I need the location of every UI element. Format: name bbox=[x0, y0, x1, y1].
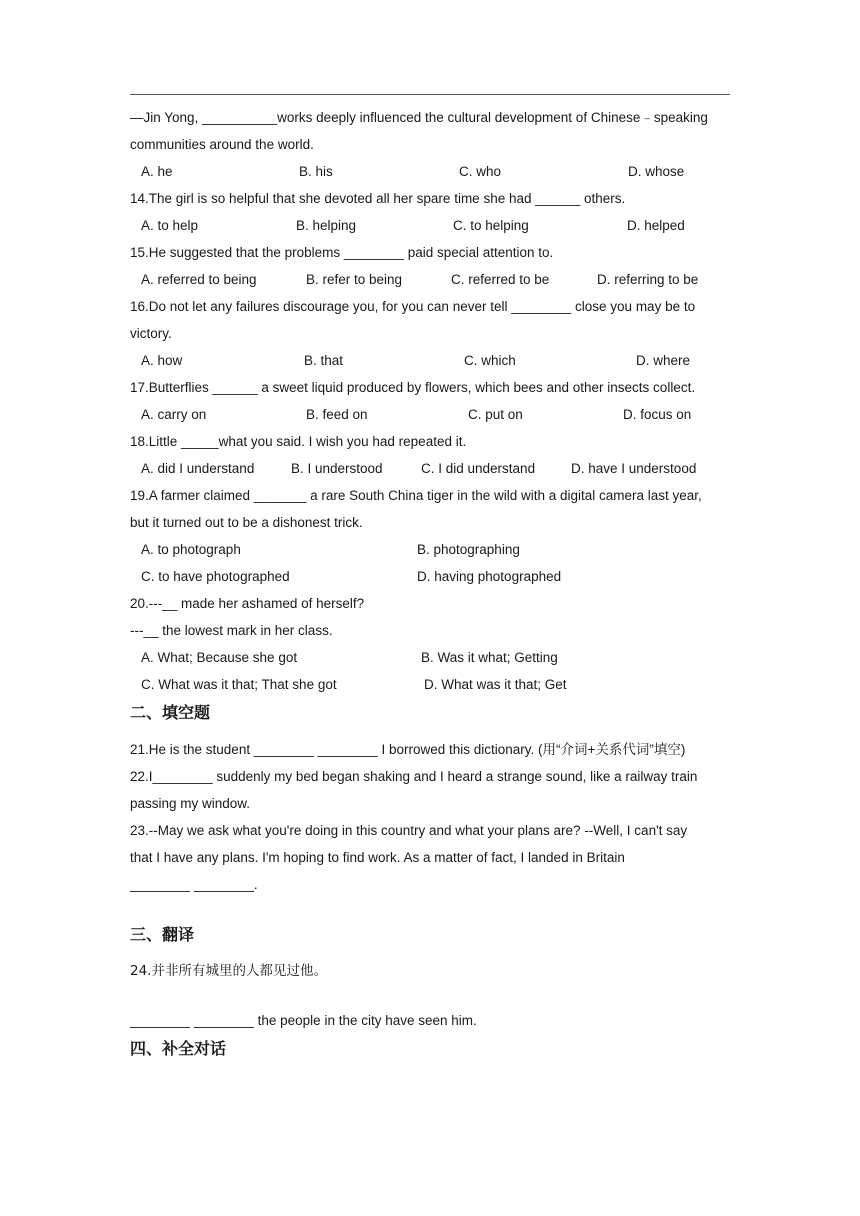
q24-stem: 24.并非所有城里的人都见过他。 bbox=[130, 963, 327, 979]
q14-option-a[interactable]: A. to help bbox=[141, 218, 199, 233]
q14-option-b[interactable]: B. helping bbox=[296, 218, 357, 233]
q19-options-row-1 bbox=[130, 536, 730, 563]
q20-option-d[interactable]: D. What was it that; Get bbox=[424, 677, 567, 692]
q18-option-c[interactable]: C. I did understand bbox=[421, 461, 536, 476]
q18-option-a[interactable]: A. did I understand bbox=[141, 461, 255, 476]
q18-option-d[interactable]: D. have I understood bbox=[571, 461, 697, 476]
q19-stem-line-1: 19.A farmer claimed _______ a rare South China tiger in the wild with a digital camera last year, bbox=[130, 488, 702, 503]
q22-stem-line-1: 22.I________ suddenly my bed began shaking and I heard a strange sound, like a railway train bbox=[130, 769, 698, 784]
q13-options bbox=[130, 158, 730, 185]
q19-option-d[interactable]: D. having photographed bbox=[417, 569, 562, 584]
q20-options-row-2 bbox=[130, 671, 730, 698]
q13-option-b[interactable]: B. his bbox=[299, 164, 333, 179]
spacer bbox=[130, 985, 730, 1007]
q17-option-c[interactable]: C. put on bbox=[468, 407, 523, 422]
q15-option-d[interactable]: D. referring to be bbox=[597, 272, 699, 287]
q20-option-b[interactable]: B. Was it what; Getting bbox=[421, 650, 558, 665]
q14-option-c[interactable]: C. to helping bbox=[453, 218, 529, 233]
q23-stem-line-2: that I have any plans. I'm hoping to find work. As a matter of fact, I landed in Britain bbox=[130, 850, 625, 865]
q15-option-a[interactable]: A. referred to being bbox=[141, 272, 257, 287]
header-rule bbox=[130, 94, 730, 95]
q17-option-d[interactable]: D. focus on bbox=[623, 407, 692, 422]
q16-option-b[interactable]: B. that bbox=[304, 353, 344, 368]
q17-option-a[interactable]: A. carry on bbox=[141, 407, 207, 422]
q14-stem: 14.The girl is so helpful that she devoted all her spare time she had ______ others. bbox=[130, 191, 626, 206]
q16-stem-line-2: victory. bbox=[130, 326, 172, 341]
q23-stem-line-3: ________ ________. bbox=[130, 877, 258, 892]
q15-option-c[interactable]: C. referred to be bbox=[451, 272, 550, 287]
q20-stem-line-2: ---__ the lowest mark in her class. bbox=[130, 623, 333, 638]
q17-option-b[interactable]: B. feed on bbox=[306, 407, 368, 422]
q13-stem-line-2: communities around the world. bbox=[130, 137, 314, 152]
q19-option-c[interactable]: C. to have photographed bbox=[141, 569, 290, 584]
q18-stem: 18.Little _____what you said. I wish you had repeated it. bbox=[130, 434, 467, 449]
q17-options bbox=[130, 401, 730, 428]
q16-stem-line-1: 16.Do not let any failures discourage you, for you can never tell ________ close you may be to bbox=[130, 299, 696, 314]
q23-stem-line-1: 23.--May we ask what you're doing in this country and what your plans are? --Well, I can't say bbox=[130, 823, 688, 838]
section-2-heading: 二、填空题 bbox=[130, 703, 211, 722]
q22-stem-line-2: passing my window. bbox=[130, 796, 251, 811]
section-3-heading: 三、翻译 bbox=[130, 925, 195, 944]
q20-options-row-1 bbox=[130, 644, 730, 671]
q21-stem: 21.He is the student ________ ________ I borrowed this dictionary. (用“介词+关系代词”填空) bbox=[130, 742, 686, 757]
q13-option-d[interactable]: D. whose bbox=[628, 164, 685, 179]
q20-stem-line-1: 20.---__ made her ashamed of herself? bbox=[130, 596, 365, 611]
q16-option-a[interactable]: A. how bbox=[141, 353, 183, 368]
q13-option-c[interactable]: C. who bbox=[459, 164, 502, 179]
q19-options-row-2 bbox=[130, 563, 730, 590]
q19-option-a[interactable]: A. to photograph bbox=[141, 542, 241, 557]
q13-option-a[interactable]: A. he bbox=[141, 164, 173, 179]
spacer bbox=[130, 898, 730, 920]
q19-option-b[interactable]: B. photographing bbox=[417, 542, 520, 557]
q14-options bbox=[130, 212, 730, 239]
q13-stem-line-1: —Jin Yong, __________works deeply influenced the cultural development of Chinese﹣speaking bbox=[130, 110, 708, 125]
spacer bbox=[130, 728, 730, 736]
q16-option-c[interactable]: C. which bbox=[464, 353, 516, 368]
q17-stem: 17.Butterflies ______ a sweet liquid produced by flowers, which bees and other insects collect. bbox=[130, 380, 696, 395]
q18-option-b[interactable]: B. I understood bbox=[291, 461, 383, 476]
q24-answer-line: ________ ________ the people in the city have seen him. bbox=[130, 1013, 477, 1028]
q18-options bbox=[130, 455, 730, 482]
q20-option-a[interactable]: A. What; Because she got bbox=[141, 650, 298, 665]
q20-option-c[interactable]: C. What was it that; That she got bbox=[141, 677, 337, 692]
q15-options bbox=[130, 266, 730, 293]
q15-option-b[interactable]: B. refer to being bbox=[306, 272, 403, 287]
exam-page bbox=[130, 104, 730, 1064]
q15-stem: 15.He suggested that the problems ________ paid special attention to. bbox=[130, 245, 554, 260]
q16-option-d[interactable]: D. where bbox=[636, 353, 691, 368]
q19-stem-line-2: but it turned out to be a dishonest trick. bbox=[130, 515, 363, 530]
q16-options bbox=[130, 347, 730, 374]
q14-option-d[interactable]: D. helped bbox=[627, 218, 685, 233]
spacer bbox=[130, 950, 730, 958]
section-4-heading: 四、补全对话 bbox=[130, 1039, 227, 1058]
